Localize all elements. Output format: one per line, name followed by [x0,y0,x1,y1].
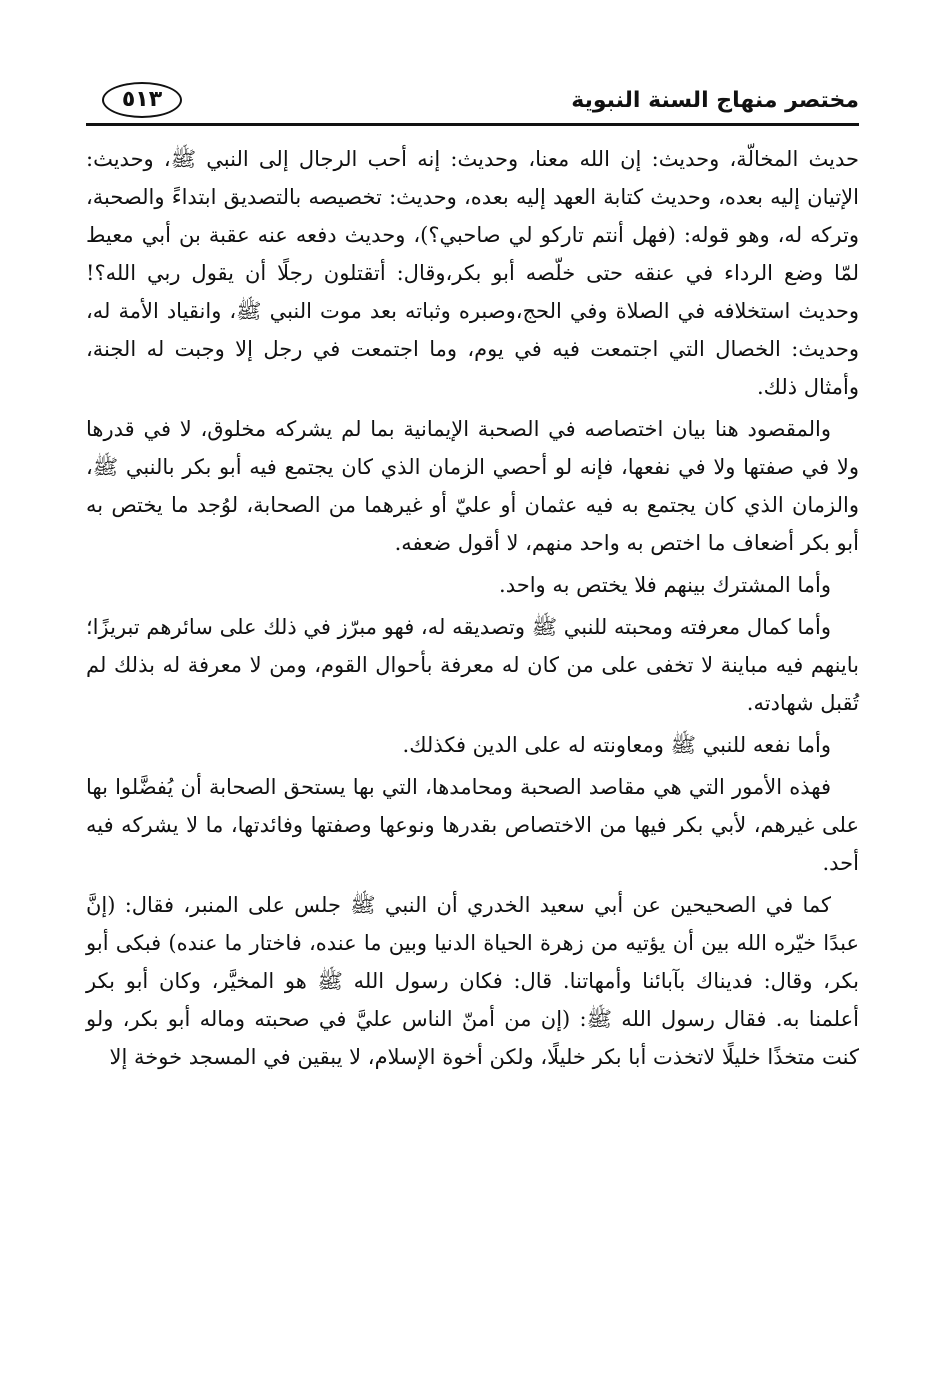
running-title: مختصر منهاج السنة النبوية [571,88,859,113]
paragraph: وأما كمال معرفته ومحبته للنبي ﷺ وتصديقه له، فهو مبرّز في ذلك على سائرهم تبريزًا؛ باينهم فيه مباينة لا تخفى على من كان له معرفة بأحوال القوم، ومن لا معرفة له بذلك لم تُقبل شهادته. [86,615,859,715]
paragraph: والمقصود هنا بيان اختصاصه في الصحبة الإيمانية بما لم يشركه مخلوق، لا في قدرها ولا في صفتها ولا في نفعها، فإنه لو أحصي الزمان الذي كان يجتمع فيه أبو بكر بالنبي ﷺ، والزمان الذي كان يجتمع به فيه عثمان أو عليّ أو غيرهما من الصحابة، لوُجد ما يختص به أبو بكر أضعاف ما اختص به واحد منهم، لا أقول ضعفه. [86,417,859,555]
header-divider [86,123,859,126]
paragraph: فهذه الأمور التي هي مقاصد الصحبة ومحامدها، التي بها يستحق الصحابة أن يُفضَّلوا بها على غيرهم، لأبي بكر فيها من الاختصاص بقدرها ونوعها وصفتها وفائدتها، ما لا يشركه فيه أحد. [86,775,859,875]
paragraph: وأما نفعه للنبي ﷺ ومعاونته له على الدين فكذلك. [402,733,831,757]
page-number-badge [102,82,182,118]
page-header [86,80,859,126]
paragraph: حديث المخالّة، وحديث: إن الله معنا، وحديث: إنه أحب الرجال إلى النبي ﷺ، وحديث: الإتيان إليه بعده، وحديث كتابة العهد إليه بعده، وحديث: تخصيصه بالتصديق ابتداءً والصحبة، وتركه له، وهو قوله: (فهل أنتم تاركو لي صاحبي؟)، وحديث دفعه عنه عقبة بن أبي معيط لمّا وضع الرداء في عنقه حتى خلّصه أبو بكر،وقال: أتقتلون رجلًا أن يقول ربي الله؟! وحديث استخلافه في الصلاة وفي الحج،وصبره وثباته بعد موت النبي ﷺ، وانقياد الأمة له، وحديث: الخصال التي اجتمعت فيه في يوم، وما اجتمعت في رجل إلا وجبت له الجنة، وأمثال ذلك. [86,147,859,399]
paragraph: كما في الصحيحين عن أبي سعيد الخدري أن النبي ﷺ جلس على المنبر، فقال: (إنَّ عبدًا خيّره الله بين أن يؤتيه من زهرة الحياة الدنيا وبين ما عنده، فاختار ما عنده) فبكى أبو بكر، وقال: فديناك بآبائنا وأمهاتنا. قال: فكان رسول الله ﷺ هو المخيَّر، وكان أبو بكر أعلمنا به. فقال رسول الله ﷺ: (إن من أمنّ الناس عليَّ في صحبته وماله أبو بكر، ولو كنت متخذًا خليلًا لاتخذت أبا بكر خليلًا، ولكن أخوة الإسلام، لا يبقين في المسجد خوخة إلا [86,893,859,1069]
page-number: ٥١٣ [121,87,163,112]
paragraph: وأما المشترك بينهم فلا يختص به واحد. [499,573,831,597]
body-text [86,140,859,1080]
